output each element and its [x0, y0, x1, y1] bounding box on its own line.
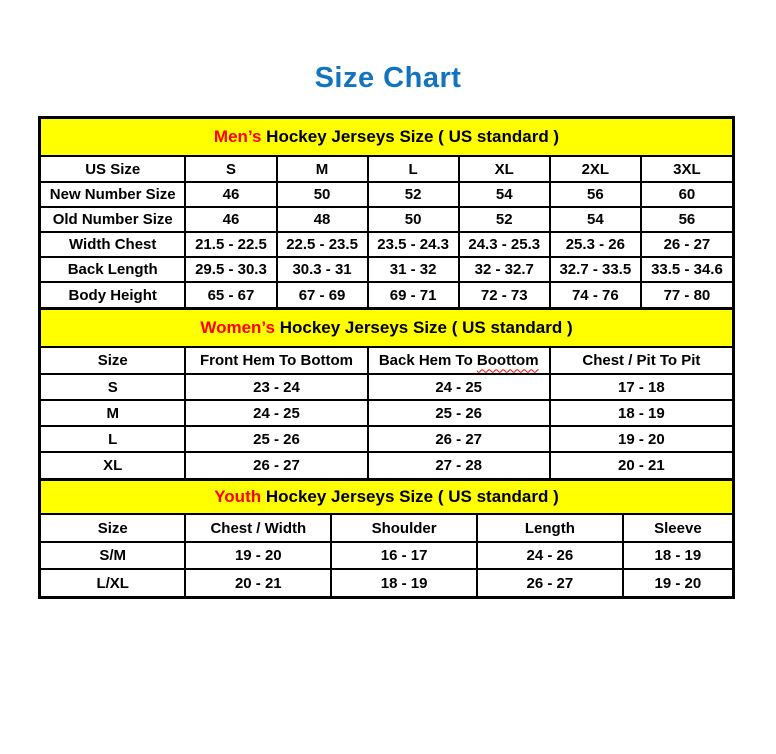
size-value-cell: 69 - 71 — [368, 282, 459, 307]
size-value-cell: 20 - 21 — [185, 569, 331, 596]
size-value-cell: 24 - 26 — [477, 542, 623, 569]
size-value-cell: 32 - 32.7 — [459, 257, 550, 282]
row-label: Old Number Size — [41, 207, 185, 232]
column-header: 3XL — [641, 157, 732, 182]
womens-banner — [41, 307, 732, 348]
row-label: New Number Size — [41, 182, 185, 207]
size-value-cell: 46 — [185, 207, 276, 232]
womens-section — [41, 307, 732, 478]
size-value-cell: 29.5 - 30.3 — [185, 257, 276, 282]
size-value-cell: 60 — [641, 182, 732, 207]
table-row — [41, 257, 732, 282]
row-label: S — [41, 374, 185, 400]
size-value-cell: 25 - 26 — [185, 426, 367, 452]
column-header: Size — [41, 515, 185, 542]
youth-banner — [41, 478, 732, 515]
row-label: L — [41, 426, 185, 452]
youth-section — [41, 478, 732, 596]
youth-size-table — [41, 515, 732, 596]
size-value-cell: 54 — [550, 207, 641, 232]
size-value-cell: 26 - 27 — [368, 426, 550, 452]
mens-size-table — [41, 157, 732, 307]
table-row — [41, 426, 732, 452]
size-value-cell: 33.5 - 34.6 — [641, 257, 732, 282]
table-row — [41, 452, 732, 478]
row-label: L/XL — [41, 569, 185, 596]
column-header: Sleeve — [623, 515, 732, 542]
size-value-cell: 72 - 73 — [459, 282, 550, 307]
size-value-cell: 27 - 28 — [368, 452, 550, 478]
table-row — [41, 232, 732, 257]
size-value-cell: 18 - 19 — [623, 542, 732, 569]
size-value-cell: 26 - 27 — [477, 569, 623, 596]
youth-banner-text: Hockey Jerseys Size ( US standard ) — [261, 487, 559, 507]
size-value-cell: 67 - 69 — [277, 282, 368, 307]
size-value-cell: 56 — [550, 182, 641, 207]
size-value-cell: 65 - 67 — [185, 282, 276, 307]
womens-header-row — [41, 348, 732, 374]
row-label: Back Length — [41, 257, 185, 282]
table-row — [41, 207, 732, 232]
row-label: S/M — [41, 542, 185, 569]
size-value-cell: 25 - 26 — [368, 400, 550, 426]
womens-banner-text: Hockey Jerseys Size ( US standard ) — [274, 318, 573, 338]
size-value-cell: 50 — [277, 182, 368, 207]
row-label: Body Height — [41, 282, 185, 307]
misspelled-word: Boottom — [476, 352, 539, 370]
row-label: XL — [41, 452, 185, 478]
column-header: S — [185, 157, 276, 182]
size-value-cell: 19 - 20 — [623, 569, 732, 596]
size-value-cell: 18 - 19 — [550, 400, 732, 426]
column-header: Shoulder — [331, 515, 477, 542]
size-value-cell: 18 - 19 — [331, 569, 477, 596]
size-value-cell: 19 - 20 — [550, 426, 732, 452]
size-value-cell: 22.5 - 23.5 — [277, 232, 368, 257]
size-value-cell: 52 — [459, 207, 550, 232]
size-value-cell: 52 — [368, 182, 459, 207]
size-value-cell: 19 - 20 — [185, 542, 331, 569]
column-header-misspelled — [368, 348, 550, 374]
column-header: 2XL — [550, 157, 641, 182]
mens-banner-highlight: Men’s — [213, 127, 262, 147]
column-header: Chest / Width — [185, 515, 331, 542]
size-chart — [38, 116, 735, 599]
size-value-cell: 20 - 21 — [550, 452, 732, 478]
column-header: M — [277, 157, 368, 182]
size-value-cell: 30.3 - 31 — [277, 257, 368, 282]
table-row — [41, 282, 732, 307]
size-value-cell: 26 - 27 — [641, 232, 732, 257]
column-header: US Size — [41, 157, 185, 182]
column-header-text: Back Hem To — [378, 352, 477, 370]
youth-header-row — [41, 515, 732, 542]
mens-header-row — [41, 157, 732, 182]
size-value-cell: 23 - 24 — [185, 374, 367, 400]
column-header: Size — [41, 348, 185, 374]
column-header: XL — [459, 157, 550, 182]
size-value-cell: 50 — [368, 207, 459, 232]
size-value-cell: 17 - 18 — [550, 374, 732, 400]
size-value-cell: 26 - 27 — [185, 452, 367, 478]
column-header: Length — [477, 515, 623, 542]
size-value-cell: 31 - 32 — [368, 257, 459, 282]
table-row — [41, 542, 732, 569]
size-value-cell: 32.7 - 33.5 — [550, 257, 641, 282]
row-label: M — [41, 400, 185, 426]
row-label: Width Chest — [41, 232, 185, 257]
size-value-cell: 46 — [185, 182, 276, 207]
youth-banner-highlight: Youth — [214, 487, 262, 507]
mens-banner — [41, 119, 732, 157]
size-value-cell: 56 — [641, 207, 732, 232]
size-value-cell: 21.5 - 22.5 — [185, 232, 276, 257]
size-value-cell: 23.5 - 24.3 — [368, 232, 459, 257]
table-row — [41, 400, 732, 426]
page-title: Size Chart — [314, 62, 462, 94]
womens-banner-highlight: Women’s — [200, 318, 275, 338]
table-row — [41, 374, 732, 400]
size-value-cell: 25.3 - 26 — [550, 232, 641, 257]
size-value-cell: 16 - 17 — [331, 542, 477, 569]
size-value-cell: 54 — [459, 182, 550, 207]
size-value-cell: 77 - 80 — [641, 282, 732, 307]
column-header: L — [368, 157, 459, 182]
womens-size-table — [41, 348, 732, 478]
mens-section — [41, 119, 732, 307]
size-value-cell: 24 - 25 — [368, 374, 550, 400]
size-value-cell: 48 — [277, 207, 368, 232]
mens-banner-text: Hockey Jerseys Size ( US standard ) — [261, 127, 560, 147]
size-value-cell: 24 - 25 — [185, 400, 367, 426]
column-header: Chest / Pit To Pit — [550, 348, 732, 374]
table-row — [41, 182, 732, 207]
column-header: Front Hem To Bottom — [185, 348, 367, 374]
table-row — [41, 569, 732, 596]
size-value-cell: 24.3 - 25.3 — [459, 232, 550, 257]
size-value-cell: 74 - 76 — [550, 282, 641, 307]
